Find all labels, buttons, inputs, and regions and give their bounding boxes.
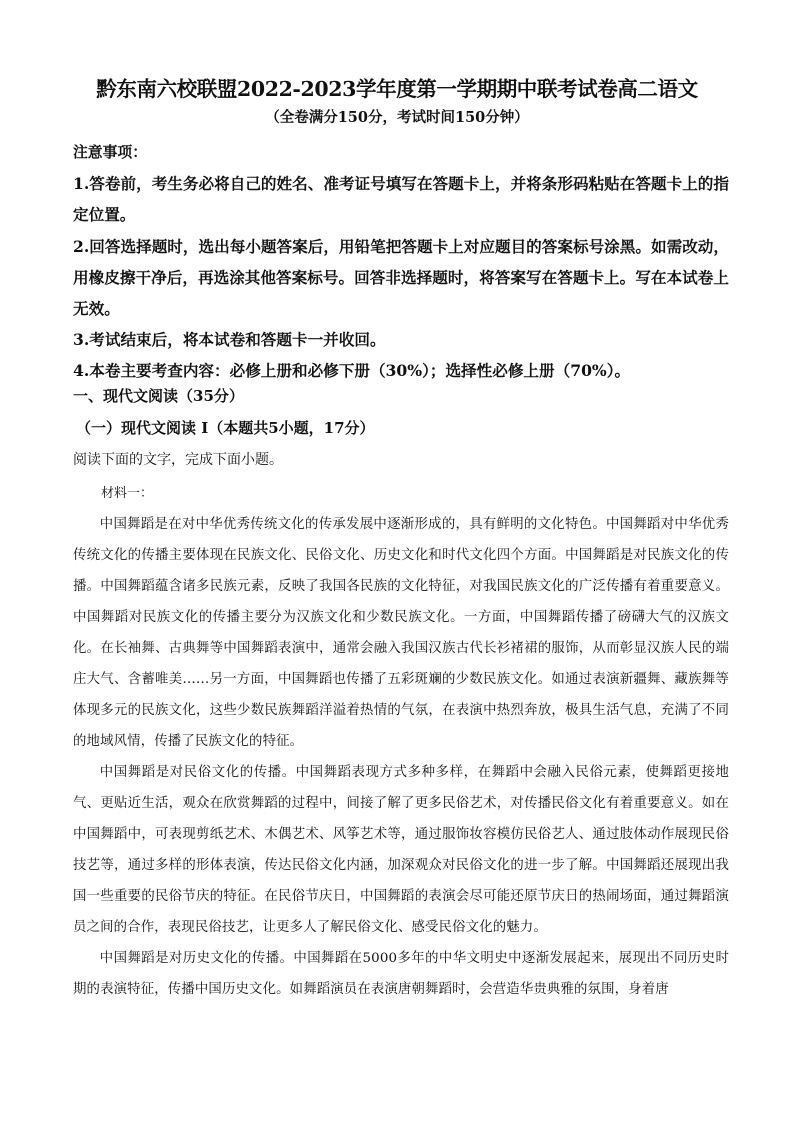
passage-paragraph: 中国舞蹈是在对中华优秀传统文化的传承发展中逐渐形成的，具有鲜明的文化特色。中国舞蹈对中华优秀传统文化的传播主要体现在民族文化、民俗文化、历史文化和时代文化四个方面。中国舞蹈是对民族文化的传播。中国舞蹈蕴含诸多民族元素，反映了我国各民族的文化特征，对我国民族文化的广泛传播有着重要意义。中国舞蹈对民族文化的传播主要分为汉族文化和少数民族文化。一方面，中国舞蹈传播了磅礴大气的汉族文化。在长袖舞、古典舞等中国舞蹈表演中，通常会融入我国汉族古代长衫褚裙的服饰，从而彰显汉族人民的端庄大气、含蓄唯美……另一方面，中国舞蹈也传播了五彩斑斓的少数民族文化。如通过表演新疆舞、藏族舞等体现多元的民族文化，这些少数民族舞蹈洋溢着热情的气氛，在表演中热烈奔放，极具生活气息，充满了不同的地域风情，传播了民族文化的特征。 [73, 517, 729, 749]
notes-heading: 注意事项： [73, 144, 147, 161]
reading-instruction: 阅读下面的文字，完成下面小题。 [73, 452, 283, 468]
passage-paragraph: 中国舞蹈是对历史文化的传播。中国舞蹈在5000多年的中华文明史中逐渐发展起来，展现出不同历史时期的表演特征，传播中国历史文化。如舞蹈演员在表演唐朝舞蹈时，会营造华贵典雅的氛围，身着唐 [73, 951, 729, 997]
note-item: 4.本卷主要考查内容：必修上册和必修下册（30%）；选择性必修上册（70%）。 [73, 361, 631, 381]
material-label: 材料一： [101, 486, 154, 501]
reading-passage [73, 509, 729, 1005]
note-item: 1.答卷前，考生务必将自己的姓名、准考证号填写在答题卡上，并将条形码粘贴在答题卡上的指定位置。 [73, 174, 729, 225]
note-item: 3.考试结束后，将本试卷和答题卡一并收回。 [73, 330, 386, 350]
exam-title: 黔东南六校联盟2022-2023学年度第一学期期中联考试卷高二语文 [96, 77, 698, 101]
exam-subtitle: （全卷满分150分，考试时间150分钟） [265, 109, 529, 126]
passage-paragraph: 中国舞蹈是对民俗文化的传播。中国舞蹈表现方式多种多样，在舞蹈中会融入民俗元素，使舞蹈更接地气、更贴近生活，观众在欣赏舞蹈的过程中，间接了解了更多民俗艺术，对传播民俗文化有着重要意义。如在中国舞蹈中，可表现剪纸艺术、木偶艺术、风筝艺术等，通过服饰妆容模仿民俗艺人、通过肢体动作展现民俗技艺等，通过多样的形体表演，传达民俗文化内涵，加深观众对民俗文化的进一步了解。中国舞蹈还展现出我国一些重要的民俗节庆的特征。在民俗节庆日，中国舞蹈的表演会尽可能还原节庆日的热闹场面，通过舞蹈演员之间的合作，表现民俗技艺，让更多人了解民俗文化、感受民俗文化的魅力。 [73, 765, 729, 935]
subsection-title: （一）现代文阅读 I（本题共5小题，17分） [76, 419, 375, 437]
section-title: 一、现代文阅读（35分） [73, 387, 244, 405]
note-item: 2.回答选择题时，选出每小题答案后，用铅笔把答题卡上对应题目的答案标号涂黑。如需改动，用橡皮擦干净后，再选涂其他答案标号。回答非选择题时，将答案写在答题卡上。写在本试卷上无效。 [73, 236, 729, 319]
notes-block [73, 137, 729, 387]
